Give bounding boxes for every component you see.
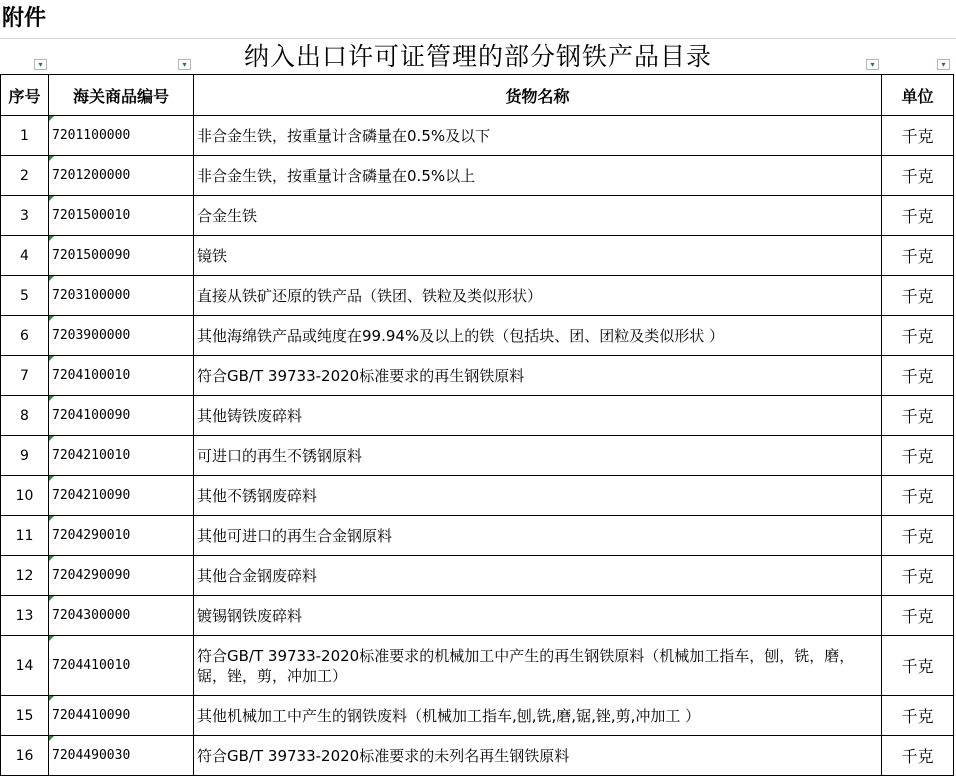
- unit-cell[interactable]: 千克: [882, 196, 954, 236]
- unit-cell[interactable]: 千克: [882, 596, 954, 636]
- table-row: [1, 156, 954, 196]
- table-row: [1, 276, 954, 316]
- name-cell[interactable]: 镜铁: [194, 236, 882, 276]
- unit-cell[interactable]: 千克: [882, 556, 954, 596]
- name-cell[interactable]: 符合GB/T 39733-2020标准要求的未列名再生钢铁原料: [194, 736, 882, 776]
- unit-cell[interactable]: 千克: [882, 396, 954, 436]
- unit-cell[interactable]: 千克: [882, 316, 954, 356]
- name-cell[interactable]: 非合金生铁，按重量计含磷量在0.5%以上: [194, 156, 882, 196]
- code-cell[interactable]: 7204410010: [49, 636, 194, 696]
- table-row: [1, 396, 954, 436]
- code-cell[interactable]: 7204210090: [49, 476, 194, 516]
- seq-cell[interactable]: 5: [1, 276, 49, 316]
- unit-cell[interactable]: 千克: [882, 636, 954, 696]
- name-cell[interactable]: 可进口的再生不锈钢原料: [194, 436, 882, 476]
- unit-cell[interactable]: 千克: [882, 116, 954, 156]
- table-row: [1, 476, 954, 516]
- unit-cell[interactable]: 千克: [882, 436, 954, 476]
- seq-cell[interactable]: 9: [1, 436, 49, 476]
- seq-cell[interactable]: 14: [1, 636, 49, 696]
- unit-cell[interactable]: 千克: [882, 276, 954, 316]
- table-row: [1, 116, 954, 156]
- code-cell[interactable]: 7204410090: [49, 696, 194, 736]
- attachment-label: 附件: [2, 6, 47, 31]
- code-cell[interactable]: 7204290010: [49, 516, 194, 556]
- filter-dropdown-name[interactable]: ▾: [866, 59, 879, 70]
- filter-dropdown-unit[interactable]: ▾: [937, 59, 950, 70]
- table-row: [1, 236, 954, 276]
- seq-cell[interactable]: 1: [1, 116, 49, 156]
- unit-cell[interactable]: 千克: [882, 736, 954, 776]
- table-row: [1, 636, 954, 696]
- seq-cell[interactable]: 15: [1, 696, 49, 736]
- code-cell[interactable]: 7204290090: [49, 556, 194, 596]
- sheet-gridline: [0, 38, 956, 39]
- header-code[interactable]: 海关商品编号: [49, 75, 194, 116]
- name-cell[interactable]: 合金生铁: [194, 196, 882, 236]
- product-table: [0, 74, 954, 776]
- table-row: [1, 196, 954, 236]
- unit-cell[interactable]: 千克: [882, 476, 954, 516]
- table-row: [1, 696, 954, 736]
- header-row: [1, 75, 954, 116]
- unit-cell[interactable]: 千克: [882, 156, 954, 196]
- code-cell[interactable]: 7201200000: [49, 156, 194, 196]
- code-cell[interactable]: 7201500010: [49, 196, 194, 236]
- name-cell[interactable]: 其他机械加工中产生的钢铁废料（机械加工指车,刨,铣,磨,锯,锉,剪,冲加工 ）: [194, 696, 882, 736]
- seq-cell[interactable]: 6: [1, 316, 49, 356]
- unit-cell[interactable]: 千克: [882, 516, 954, 556]
- table-row: [1, 356, 954, 396]
- name-cell[interactable]: 其他合金钢废碎料: [194, 556, 882, 596]
- code-cell[interactable]: 7204490030: [49, 736, 194, 776]
- seq-cell[interactable]: 10: [1, 476, 49, 516]
- unit-cell[interactable]: 千克: [882, 356, 954, 396]
- table-row: [1, 436, 954, 476]
- header-unit[interactable]: 单位: [882, 75, 954, 116]
- code-cell[interactable]: 7204300000: [49, 596, 194, 636]
- unit-cell[interactable]: 千克: [882, 696, 954, 736]
- seq-cell[interactable]: 4: [1, 236, 49, 276]
- table-row: [1, 596, 954, 636]
- name-cell[interactable]: 镀锡钢铁废碎料: [194, 596, 882, 636]
- name-cell[interactable]: 其他铸铁废碎料: [194, 396, 882, 436]
- name-cell[interactable]: 其他不锈钢废碎料: [194, 476, 882, 516]
- filter-dropdown-code[interactable]: ▾: [178, 59, 191, 70]
- name-cell[interactable]: 其他可进口的再生合金钢原料: [194, 516, 882, 556]
- code-cell[interactable]: 7204100090: [49, 396, 194, 436]
- code-cell[interactable]: 7201500090: [49, 236, 194, 276]
- table-row: [1, 516, 954, 556]
- header-name[interactable]: 货物名称: [194, 75, 882, 116]
- seq-cell[interactable]: 12: [1, 556, 49, 596]
- code-cell[interactable]: 7204210010: [49, 436, 194, 476]
- name-cell[interactable]: 符合GB/T 39733-2020标准要求的机械加工中产生的再生钢铁原料（机械加工指车，刨，铣，磨，锯，锉，剪，冲加工）: [194, 636, 882, 696]
- seq-cell[interactable]: 11: [1, 516, 49, 556]
- seq-cell[interactable]: 3: [1, 196, 49, 236]
- code-cell[interactable]: 7203100000: [49, 276, 194, 316]
- name-cell[interactable]: 其他海绵铁产品或纯度在99.94%及以上的铁（包括块、团、团粒及类似形状 ）: [194, 316, 882, 356]
- seq-cell[interactable]: 2: [1, 156, 49, 196]
- code-cell[interactable]: 7204100010: [49, 356, 194, 396]
- code-cell[interactable]: 7201100000: [49, 116, 194, 156]
- seq-cell[interactable]: 7: [1, 356, 49, 396]
- name-cell[interactable]: 符合GB/T 39733-2020标准要求的再生钢铁原料: [194, 356, 882, 396]
- table-row: [1, 316, 954, 356]
- seq-cell[interactable]: 8: [1, 396, 49, 436]
- code-cell[interactable]: 7203900000: [49, 316, 194, 356]
- name-cell[interactable]: 非合金生铁，按重量计含磷量在0.5%及以下: [194, 116, 882, 156]
- sheet-title: 纳入出口许可证管理的部分钢铁产品目录: [243, 42, 712, 71]
- filter-dropdown-seq[interactable]: ▾: [34, 59, 47, 70]
- seq-cell[interactable]: 13: [1, 596, 49, 636]
- table-row: [1, 556, 954, 596]
- name-cell[interactable]: 直接从铁矿还原的铁产品（铁团、铁粒及类似形状）: [194, 276, 882, 316]
- seq-cell[interactable]: 16: [1, 736, 49, 776]
- table-row: [1, 736, 954, 776]
- header-seq[interactable]: 序号: [1, 75, 49, 116]
- unit-cell[interactable]: 千克: [882, 236, 954, 276]
